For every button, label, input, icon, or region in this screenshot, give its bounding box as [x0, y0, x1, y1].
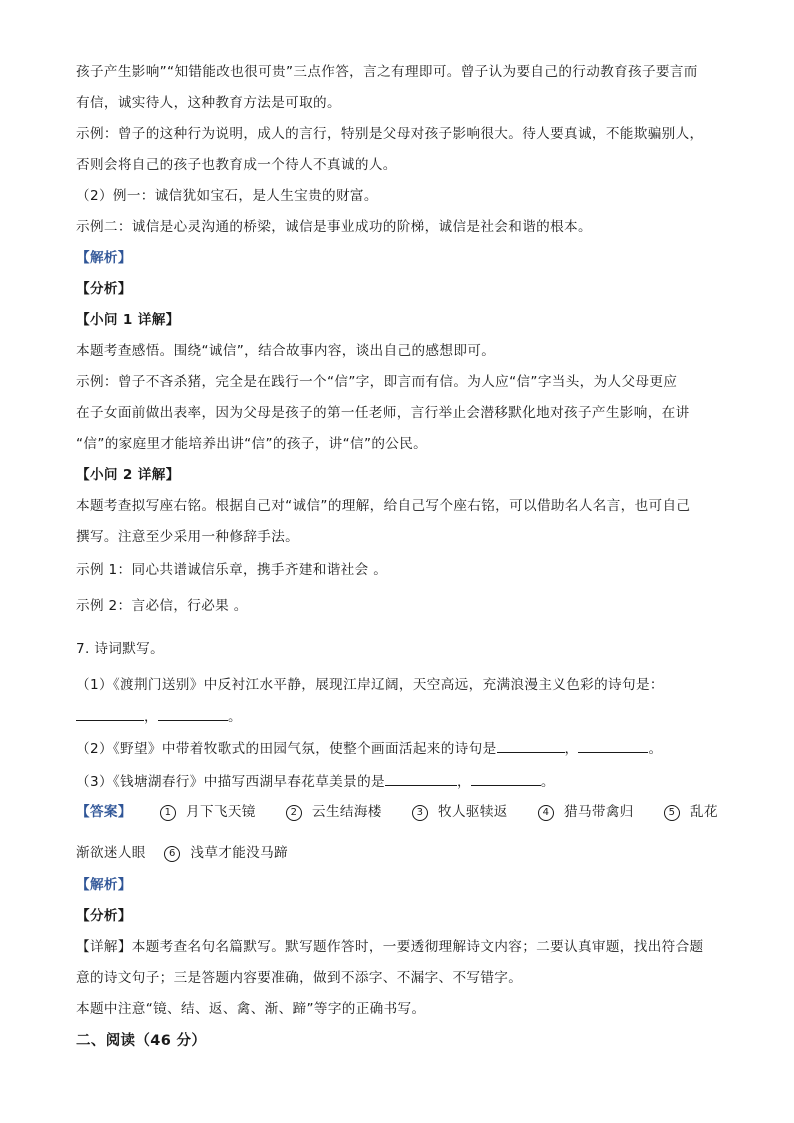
question-7-1: （1）《渡荆门送别》中反衬江水平静，展现江岸辽阔，天空高远，充满浪漫主义色彩的诗句是：: [76, 677, 664, 693]
section-heading: 二、阅读（46 分）: [76, 1033, 207, 1049]
answer-row-continued: 渐欲迷人眼 6 浅草才能没马蹄: [76, 845, 288, 861]
question-7-2: （2）《野望》中带着牧歌式的田园气氛，使整个画面活起来的诗句是 ， 。: [76, 738, 662, 759]
text-line: 示例 1：同心共谱诚信乐章，携手齐建和谐社会 。: [76, 562, 388, 578]
text-line: 示例：曾子不吝杀猪，完全是在践行一个“信”字，即言而有信。为人应“信”字当头，为人父母更应: [76, 374, 678, 390]
answer-row: [76, 802, 716, 824]
subquestion-2-heading: 【小问 2 详解】: [76, 467, 180, 483]
text-line: “信”的家庭里才能培养出讲“信”的孩子，讲“信”的公民。: [76, 436, 428, 452]
text-line: 本题考查感悟。围绕“诚信”，结合故事内容，谈出自己的感想即可。: [76, 343, 496, 359]
text-line: 意的诗文句子；三是答题内容要准确，做到不添字、不漏字、不写错字。: [76, 970, 523, 986]
fenxi-heading: 【分析】: [76, 281, 132, 297]
question-7-3: （3）《钱塘湖春行》中描写西湖早春花草美景的是 ， 。: [76, 771, 555, 792]
text-line: 示例：曾子的这种行为说明，成人的言行，特别是父母对孩子影响很大。待人要真诚，不能欺骗别人，: [76, 126, 704, 142]
answer-blank[interactable]: [578, 738, 648, 753]
fenxi-heading: 【分析】: [76, 908, 132, 924]
answer-label: 【答案】: [76, 804, 132, 820]
text-line: 【详解】本题考查名句名篇默写。默写题作答时，一要透彻理解诗文内容；二要认真审题，找出符合题: [76, 939, 704, 955]
analysis-heading: 【解析】: [76, 250, 132, 266]
text-line: 孩子产生影响”“知错能改也很可贵”三点作答，言之有理即可。曾子认为要自己的行动教育孩子要言而: [76, 64, 698, 80]
question-7-title: 7. 诗词默写。: [76, 641, 165, 657]
answer-blank[interactable]: [158, 706, 228, 721]
text-line: 示例二：诚信是心灵沟通的桥梁，诚信是事业成功的阶梯，诚信是社会和谐的根本。: [76, 219, 592, 235]
text-line: 在子女面前做出表率，因为父母是孩子的第一任老师，言行举止会潜移默化地对孩子产生影响，在讲: [76, 405, 690, 421]
answer-item: 5 乱花: [664, 802, 718, 822]
answer-item: 1 月下飞天镜: [160, 802, 256, 822]
subquestion-1-heading: 【小问 1 详解】: [76, 312, 180, 328]
text-line: 有信，诚实待人，这种教育方法是可取的。: [76, 95, 341, 111]
answer-item: 4 猎马带禽归: [538, 802, 634, 822]
text-line: 本题考查拟写座右铭。根据自己对“诚信”的理解，给自己写个座右铭，可以借助名人名言，也可自己: [76, 498, 691, 514]
answer-item: 3 牧人驱犊返: [412, 802, 508, 822]
answer-blank[interactable]: [385, 771, 457, 786]
text-line: 否则会将自己的孩子也教育成一个待人不真诚的人。: [76, 157, 397, 173]
answer-item: 2 云生结海楼: [286, 802, 382, 822]
text-line: 本题中注意“镜、结、返、禽、渐、蹄”等字的正确书写。: [76, 1001, 426, 1017]
text-line: 示例 2：言必信，行必果 。: [76, 598, 248, 614]
analysis-heading: 【解析】: [76, 877, 132, 893]
answer-blank[interactable]: [471, 771, 541, 786]
question-7-1-blanks: ， 。: [76, 706, 242, 727]
text-line: （2）例一：诚信犹如宝石，是人生宝贵的财富。: [76, 188, 378, 204]
answer-blank[interactable]: [497, 738, 565, 753]
text-line: 撰写。注意至少采用一种修辞手法。: [76, 529, 300, 545]
answer-blank[interactable]: [76, 706, 144, 721]
